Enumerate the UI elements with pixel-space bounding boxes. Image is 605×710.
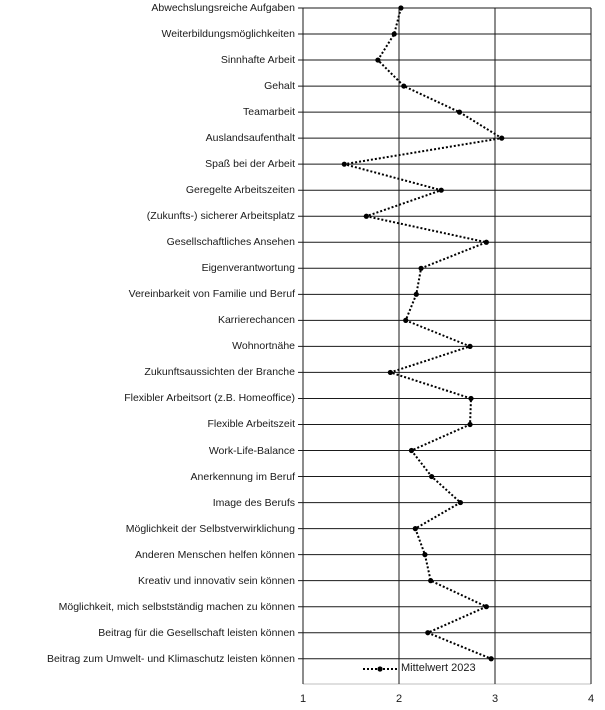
x-tick-label: 1 <box>299 693 307 705</box>
series-line-mittelwert-2023 <box>344 8 501 659</box>
category-label: Teamarbeit <box>243 106 295 119</box>
data-point-marker <box>425 630 430 635</box>
category-label: Auslandsaufenthalt <box>205 132 295 145</box>
data-point-marker <box>414 292 419 297</box>
category-label: Abwechslungsreiche Aufgaben <box>151 2 295 14</box>
data-point-marker <box>418 266 423 271</box>
data-point-marker <box>422 552 427 557</box>
data-point-marker <box>413 526 418 531</box>
category-label: Karrierechancen <box>217 314 295 327</box>
category-label: Anderen Menschen helfen können <box>135 548 295 561</box>
category-label: Beitrag zum Umwelt- und Klimaschutz leisten können <box>46 652 295 665</box>
category-label: Work-Life-Balance <box>208 444 295 457</box>
data-point-marker <box>375 57 380 62</box>
category-label: Flexible Arbeitszeit <box>207 418 295 431</box>
data-point-marker <box>499 136 504 141</box>
category-label: Kreativ und innovativ sein können <box>137 574 295 587</box>
data-point-marker <box>489 656 494 661</box>
data-point-marker <box>342 162 347 167</box>
category-label: Weiterbildungsmöglichkeiten <box>161 28 295 41</box>
category-label: Möglichkeit, mich selbstständig machen zu können <box>58 600 295 613</box>
data-point-marker <box>467 422 472 427</box>
horizontal-gridlines <box>298 8 591 684</box>
category-label: Wohnortnähe <box>232 340 295 353</box>
category-label: Beitrag für die Gesellschaft leisten können <box>98 626 295 639</box>
data-point-marker <box>403 318 408 323</box>
legend-label: Mittelwert 2023 <box>401 662 476 674</box>
data-point-marker <box>409 448 414 453</box>
category-label: Vereinbarkeit von Familie und Beruf <box>128 288 295 301</box>
category-label: Möglichkeit der Selbstverwirklichung <box>125 522 295 535</box>
category-label: Anerkennung im Beruf <box>190 470 295 483</box>
category-label: Gesellschaftliches Ansehen <box>166 236 295 249</box>
category-label: Eigenverantwortung <box>201 262 295 275</box>
data-point-marker <box>398 5 403 10</box>
data-point-marker <box>388 370 393 375</box>
category-label: Spaß bei der Arbeit <box>205 158 295 171</box>
data-point-marker <box>467 344 472 349</box>
data-point-marker <box>401 83 406 88</box>
data-point-marker <box>468 396 473 401</box>
data-point-marker <box>484 240 489 245</box>
x-tick-label: 3 <box>491 693 499 705</box>
data-point-marker <box>428 578 433 583</box>
data-point-marker <box>484 604 489 609</box>
data-point-marker <box>439 188 444 193</box>
series-markers <box>342 5 505 661</box>
data-point-marker <box>458 500 463 505</box>
category-label: Zukunftsaussichten der Branche <box>144 366 295 379</box>
data-point-marker <box>457 110 462 115</box>
category-label: (Zukunfts-) sicherer Arbeitsplatz <box>146 210 295 223</box>
legend-symbol-icon <box>363 666 397 671</box>
category-label: Sinnhafte Arbeit <box>220 54 295 67</box>
data-point-marker <box>364 214 369 219</box>
x-tick-label: 2 <box>395 693 403 705</box>
x-tick-label: 4 <box>587 693 595 705</box>
category-label: Flexibler Arbeitsort (z.B. Homeoffice) <box>124 392 295 405</box>
data-point-marker <box>429 474 434 479</box>
category-label: Gehalt <box>264 80 295 93</box>
data-point-marker <box>392 31 397 36</box>
category-label: Geregelte Arbeitszeiten <box>185 184 295 197</box>
category-label: Image des Berufs <box>212 496 295 509</box>
